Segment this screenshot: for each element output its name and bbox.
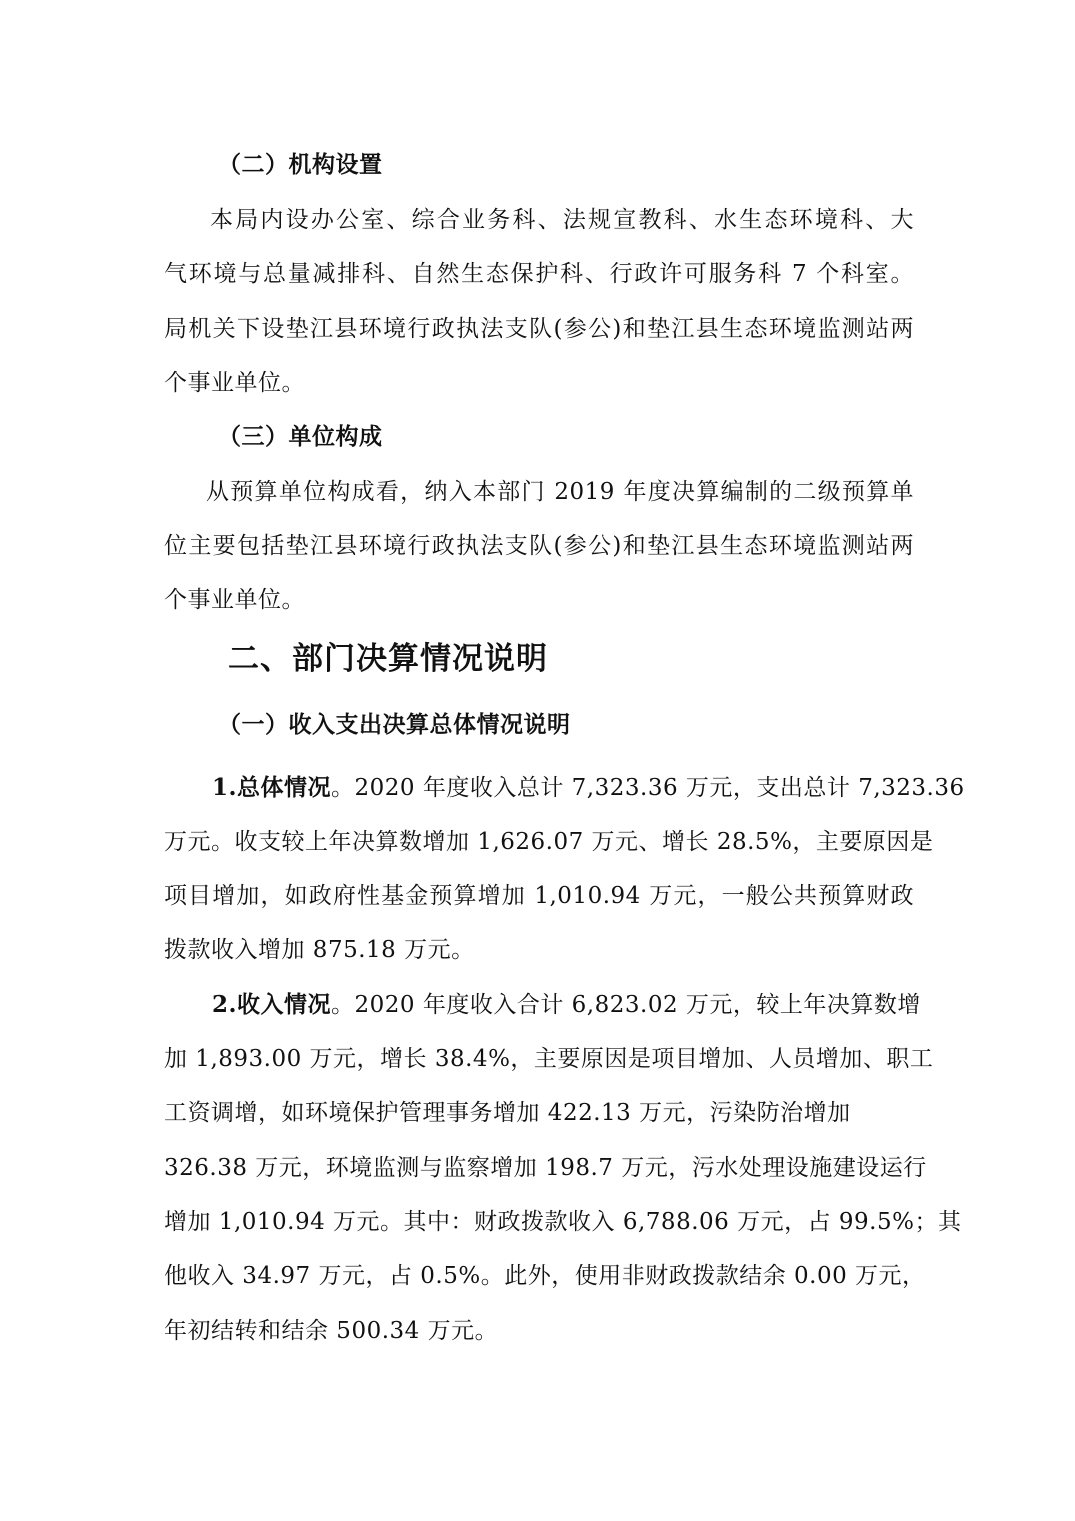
paragraph-line: 气环境与总量减排科、自然生态保护科、行政许可服务科 7 个科室。 [164,261,914,287]
paragraph-line: 加 1,893.00 万元，增长 38.4%，主要原因是项目增加、人员增加、职工 [164,1046,934,1072]
paragraph-line-income [212,990,921,1020]
paragraph-line: 项目增加，如政府性基金预算增加 1,010.94 万元，一般公共预算财政 [164,883,914,909]
part-heading: 二、部门决算情况说明 [228,641,548,677]
overall-line1-rest: 。2020 年度收入总计 7,323.36 万元，支出总计 7,323.36 [331,775,965,801]
paragraph-line: 他收入 34.97 万元，占 0.5%。此外，使用非财政拨款结余 0.00 万元， [164,1263,926,1289]
section-heading-unit-composition: （三）单位构成 [218,423,383,450]
paragraph-line: 万元。收支较上年决算数增加 1,626.07 万元、增长 28.5%，主要原因是 [164,829,934,855]
paragraph-line: 从预算单位构成看，纳入本部门 2019 年度决算编制的二级预算单 [206,479,914,505]
paragraph-line: 局机关下设垫江县环境行政执法支队(参公)和垫江县生态环境监测站两 [164,316,914,342]
paragraph-line: 本局内设办公室、综合业务科、法规宣教科、水生态环境科、大 [210,207,914,233]
paragraph-line: 年初结转和结余 500.34 万元。 [164,1318,499,1344]
section-heading-org-setup: （二）机构设置 [218,151,383,178]
overall-lead: 1.总体情况 [212,774,332,801]
paragraph-line: 位主要包括垫江县环境行政执法支队(参公)和垫江县生态环境监测站两 [164,533,914,559]
paragraph-line: 增加 1,010.94 万元。其中：财政拨款收入 6,788.06 万元，占 99.5%；其 [164,1209,962,1235]
income-lead: 2.收入情况 [212,991,332,1018]
paragraph-line: 326.38 万元，环境监测与监察增加 198.7 万元，污水处理设施建设运行 [164,1155,927,1181]
paragraph-line-overall [212,773,965,803]
paragraph-line: 工资调增，如环境保护管理事务增加 422.13 万元，污染防治增加 [164,1100,851,1126]
paragraph-line: 个事业单位。 [164,587,305,613]
income-line1-rest: 。2020 年度收入合计 6,823.02 万元，较上年决算数增 [331,992,921,1018]
paragraph-line: 拨款收入增加 875.18 万元。 [164,937,475,963]
section-heading-income-expense: （一）收入支出决算总体情况说明 [218,711,571,738]
paragraph-line: 个事业单位。 [164,370,305,396]
